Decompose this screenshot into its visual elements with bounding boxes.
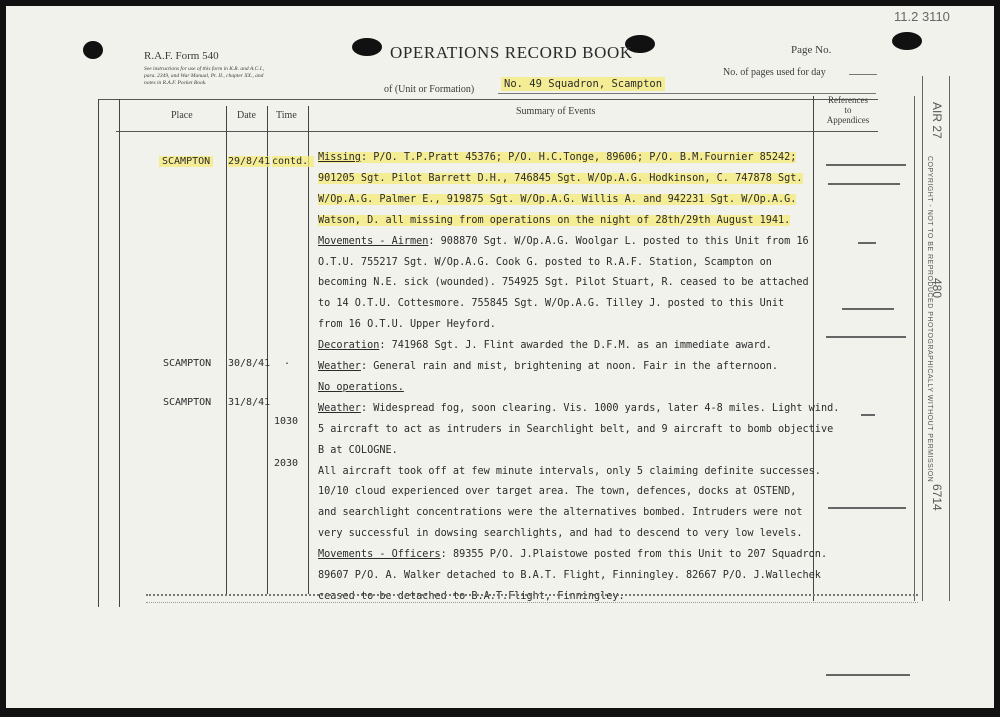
summary-line [318,361,778,372]
summary-line [318,528,803,539]
section-heading: Movements - Airmen [318,235,429,247]
column-header-date: Date [237,110,256,121]
summary-line [318,466,821,477]
summary-text: very successful in dowsing searchlights, and had to descend to very low levels. [318,528,803,540]
time-entry: 2030 [274,458,299,469]
summary-line [318,570,821,581]
summary-text: 10/10 cloud experienced over target area. The town, defences, docks at OSTEND, [318,486,797,498]
entry-place: SCAMPTON [163,397,212,408]
entry-time: . [284,356,291,367]
summary-line [318,277,809,288]
summary-text: : General rain and mist, brightening at noon. Fair in the afternoon. [360,361,779,372]
summary-text: to 14 O.T.U. Cottesmore. 755845 Sgt. W/Op.A.G. Tilley J. posted to this Unit [318,298,785,310]
summary-text: 5 aircraft to act as intruders in Searchlight belt, and 9 aircraft to bomb objective [318,423,834,435]
time-entry: 1030 [274,416,299,427]
piece-number: 480 [930,278,944,299]
copyright-notice: COPYRIGHT - NOT TO BE REPRODUCED PHOTOGRAPHICALLY WITHOUT PERMISSION [926,156,933,483]
section-heading: Weather [318,361,361,372]
page-title: OPERATIONS RECORD BOOK [390,43,633,62]
table-bottom-edge [146,594,918,603]
summary-line [318,424,833,435]
summary-text: B at COLOGNE. [318,444,398,456]
summary-line [318,403,839,414]
entry-place: SCAMPTON [163,358,212,369]
summary-line [318,173,803,184]
summary-line [318,549,827,560]
form-name: R.A.F. Form 540 [144,50,219,62]
summary-line [318,340,772,351]
summary-text: ceased to be detached to B.A.T.Flight, Finningley. [318,590,625,602]
section-heading: Missing [318,152,361,163]
piece-number: 6714 [930,484,944,511]
summary-line [318,215,790,226]
form-instructions: See instructions for use of this form in K.R. and A.C.I., para. 2349, and War Manual, Pt. II., chapter XX., and notes in R.A.F. Pocket Book. [144,66,265,86]
summary-line [318,382,404,393]
document-page [6,6,994,708]
summary-line [318,152,796,163]
punch-hole-1 [83,41,103,59]
summary-text: : 741968 Sgt. J. Flint awarded the D.F.M. as an immediate award. [379,340,772,352]
entry-date: 29/8/41 [228,156,271,167]
summary-line [318,445,398,456]
summary-text: : 89355 P/O. J.Plaistowe posted from this Unit to 207 Squadron. [440,549,828,561]
section-heading: Decoration [318,340,380,352]
summary-text: 901205 Sgt. Pilot Barrett D.H., 746845 Sgt. W/Op.A.G. Hodkinson, C. 747878 Sgt. [318,172,803,184]
summary-text: : P/O. T.P.Pratt 45376; P/O. H.C.Tonge, 89606; P/O. B.M.Fournier 85242; [360,152,797,163]
column-header-time: Time [276,110,297,121]
page-number-label: Page No. [791,44,832,56]
section-heading: Weather [318,402,361,414]
summary-line [318,298,784,309]
entry-place: SCAMPTON [159,156,213,167]
entry-date: 31/8/41 [228,397,271,408]
column-header-place: Place [171,110,193,121]
entry-time: contd. [272,156,314,167]
air-reference: AIR 27 [930,102,944,139]
summary-line [318,236,809,247]
pages-used-label: No. of pages used for day [723,67,826,78]
summary-line [318,507,803,518]
summary-text: Watson, D. all missing from operations on the night of 28th/29th August 1941. [318,214,791,226]
summary-text: becoming N.E. sick (wounded). 754925 Sgt. Pilot Stuart, R. ceased to be attached [318,277,809,289]
archive-reference: 11.2 3110 [894,9,950,24]
summary-text: and searchlight concentrations were the alternatives bombed. Intruders were not [318,507,803,519]
summary-text: O.T.U. 755217 Sgt. W/Op.A.G. Cook G. posted to R.A.F. Station, Scampton on [318,256,772,268]
punch-hole-4 [892,32,922,50]
column-header-summary: Summary of Events [516,106,596,117]
summary-text: : 908870 Sgt. W/Op.A.G. Woolgar L. posted to this Unit from 16 [428,235,809,247]
section-heading: Movements - Officers [318,549,441,561]
summary-text: 89607 P/O. A. Walker detached to B.A.T. Flight, Finningley. 82667 P/O. J.Wallechek [318,570,821,581]
summary-text: W/Op.A.G. Palmer E., 919875 Sgt. W/Op.A.G. Willis A. and 942231 Sgt. W/Op.A.G. [318,193,797,205]
section-heading: No operations. [318,381,404,393]
summary-text: : Widespread fog, soon clearing. Vis. 1000 yards, later 4-8 miles. Light wind. [360,402,840,414]
summary-line [318,194,796,205]
summary-line [318,486,796,497]
column-header-references: References to Appendices [826,95,870,125]
entry-date: 30/8/41 [228,358,271,369]
summary-text: All aircraft took off at few minute intervals, only 5 claiming definite successes. [318,465,821,477]
punch-hole-2 [352,38,382,56]
summary-text: from 16 O.T.U. Upper Heyford. [318,319,496,331]
unit-value: No. 49 Squadron, Scampton [501,77,665,91]
summary-line [318,319,496,330]
unit-label: of (Unit or Formation) [384,84,475,95]
summary-line [318,257,772,268]
